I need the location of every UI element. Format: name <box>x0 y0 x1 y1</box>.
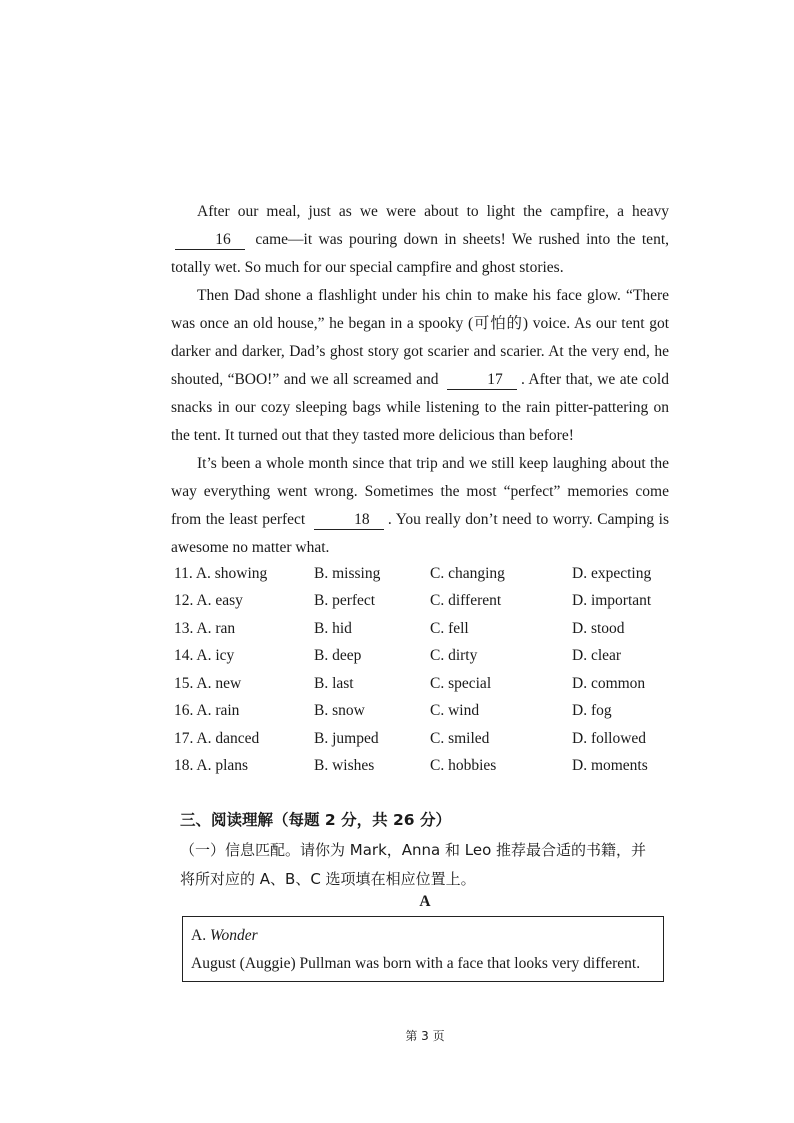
option-d: D. stood <box>572 619 625 637</box>
option-c: C. wind <box>430 702 480 720</box>
answer-options <box>174 560 674 780</box>
passage-paragraph-1 <box>171 198 669 282</box>
option-b: B. hid <box>314 619 352 637</box>
option-row <box>174 753 674 781</box>
book-title: Wonder <box>209 927 258 944</box>
option-b: B. jumped <box>314 729 379 747</box>
option-d: D. clear <box>572 647 622 665</box>
cloze-passage <box>171 198 669 562</box>
option-c: C. different <box>430 592 502 610</box>
blank-17: 17 <box>447 371 517 390</box>
option-a: 15. A. new <box>174 674 242 692</box>
option-d: D. common <box>572 674 646 692</box>
passage-heading: A <box>419 893 431 910</box>
option-c: C. smiled <box>430 729 490 747</box>
passage-paragraph-3 <box>171 450 669 562</box>
option-b: B. wishes <box>314 757 375 775</box>
option-row <box>174 560 674 588</box>
paragraph-text: Then Dad shone a flashlight under his chin to make his face glow. “There was once an old house,” he began in a spooky (可怕的) voice. As our tent got darker and darker, Dad’s ghost story got scarier and scarier. At the very end, he shouted, “BOO!” and we all screamed and <box>171 287 669 388</box>
book-description: August (Auggie) Pullman was born with a face that looks very different. <box>191 955 641 972</box>
option-row <box>174 643 674 671</box>
instruction-line-1: （一）信息匹配。请你为 Mark，Anna 和 Leo 推荐最合适的书籍，并 <box>180 841 647 859</box>
option-b: B. last <box>314 674 354 692</box>
blank-18: 18 <box>314 511 384 530</box>
paragraph-text: came—it was pouring down in sheets! We rushed into the tent, totally wet. So much for our special campfire and ghost stories. <box>171 231 669 276</box>
paragraph-text: . You really don’t need to worry. Camping is awesome no matter what. <box>171 511 669 556</box>
paragraph-text: After our meal, just as we were about to light the campfire, a heavy <box>197 203 669 220</box>
option-row <box>174 588 674 616</box>
option-d: D. moments <box>572 757 648 775</box>
section-instruction <box>180 836 670 894</box>
option-c: C. fell <box>430 619 469 637</box>
option-d: D. followed <box>572 729 647 747</box>
option-a: 14. A. icy <box>174 647 235 665</box>
option-c: C. changing <box>430 564 505 582</box>
page-number: 第 3 页 <box>405 1029 445 1043</box>
option-a: 11. A. showing <box>174 564 268 582</box>
option-b: B. missing <box>314 564 381 582</box>
option-a: 18. A. plans <box>174 757 249 775</box>
option-row <box>174 670 674 698</box>
option-c: C. special <box>430 674 492 692</box>
book-label: A. <box>191 927 210 944</box>
option-a: 13. A. ran <box>174 619 236 637</box>
book-title-line <box>191 922 663 950</box>
option-c: C. hobbies <box>430 757 497 775</box>
option-b: B. snow <box>314 702 365 720</box>
option-c: C. dirty <box>430 647 478 665</box>
section-title: 三、阅读理解（每题 2 分，共 26 分） <box>180 811 451 829</box>
option-d: D. important <box>572 592 652 610</box>
option-b: B. perfect <box>314 592 376 610</box>
option-row <box>174 725 674 753</box>
option-d: D. fog <box>572 702 612 720</box>
option-d: D. expecting <box>572 564 652 582</box>
paragraph-text: . After that, we ate cold snacks in our cozy sleeping bags while listening to the rain pitter-pattering on the tent. It turned out that they tasted more delicious than before! <box>171 371 669 444</box>
option-row <box>174 698 674 726</box>
blank-16: 16 <box>175 231 245 250</box>
option-b: B. deep <box>314 647 362 665</box>
paragraph-text: It’s been a whole month since that trip and we still keep laughing about the way everything went wrong. Sometimes the most “perfect” memories come from the least perfect <box>171 455 669 528</box>
option-a: 16. A. rain <box>174 702 240 720</box>
option-a: 17. A. danced <box>174 729 260 747</box>
book-box <box>182 916 664 982</box>
option-row <box>174 615 674 643</box>
instruction-line-2: 将所对应的 A、B、C 选项填在相应位置上。 <box>180 870 476 888</box>
option-a: 12. A. easy <box>174 592 243 610</box>
passage-paragraph-2 <box>171 282 669 450</box>
